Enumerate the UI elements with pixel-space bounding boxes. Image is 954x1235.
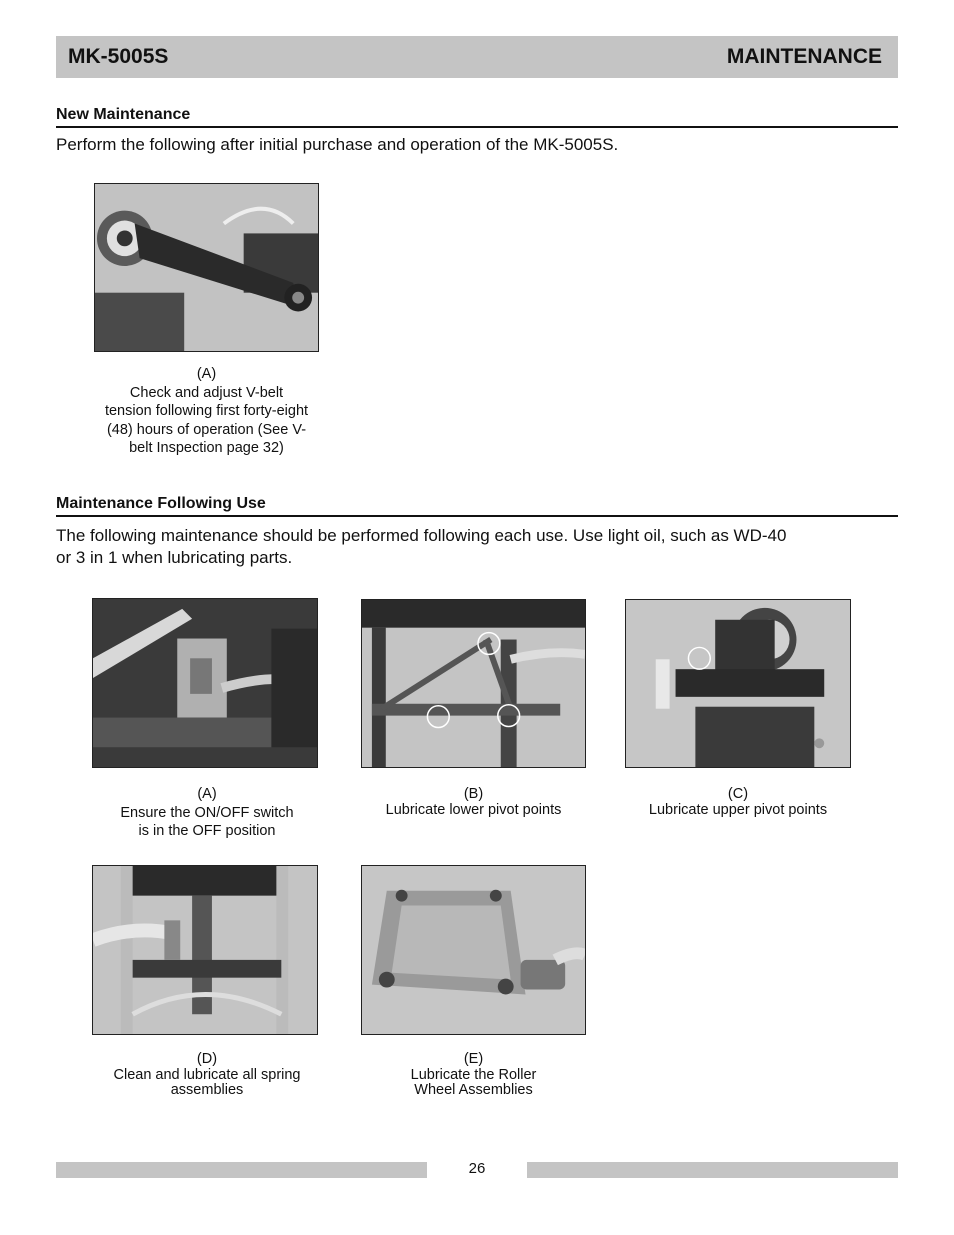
- caption-use-e: (E) Lubricate the Roller Wheel Assemblies: [410, 1051, 537, 1098]
- section-name: MAINTENANCE: [726, 45, 882, 68]
- page-header: [56, 36, 898, 78]
- new-maintenance-intro: Perform the following after initial purchase and operation of the MK-5005S.: [56, 135, 619, 154]
- following-use-heading: Maintenance Following Use: [56, 495, 898, 517]
- roller-wheel-photo: [361, 865, 586, 1035]
- caption-new-a: (A) Check and adjust V-belt tension following first forty-eight (48) hours of operation (See V- belt Inspection page 32): [104, 366, 309, 456]
- vbelt-photo: [94, 183, 319, 352]
- new-maintenance-heading: New Maintenance: [56, 106, 898, 128]
- footer-bar-left: [56, 1162, 427, 1178]
- page-number: 26: [468, 1160, 486, 1177]
- upper-pivot-photo: [625, 599, 851, 768]
- following-use-intro: The following maintenance should be performed following each use. Use light oil, such as WD-40 or 3 in 1 when lubricating parts.: [56, 526, 787, 567]
- caption-use-d: (D) Clean and lubricate all spring assemblies: [113, 1051, 301, 1098]
- switch-photo: [92, 598, 318, 768]
- spring-photo: [92, 865, 318, 1035]
- caption-use-a: (A) Ensure the ON/OFF switch is in the OFF position: [120, 786, 294, 839]
- lower-pivot-photo: [361, 599, 586, 768]
- caption-use-b: (B) Lubricate lower pivot points: [385, 786, 562, 818]
- footer-bar-right: [527, 1162, 898, 1178]
- caption-use-c: (C) Lubricate upper pivot points: [648, 786, 828, 818]
- model-name: MK-5005S: [68, 45, 169, 68]
